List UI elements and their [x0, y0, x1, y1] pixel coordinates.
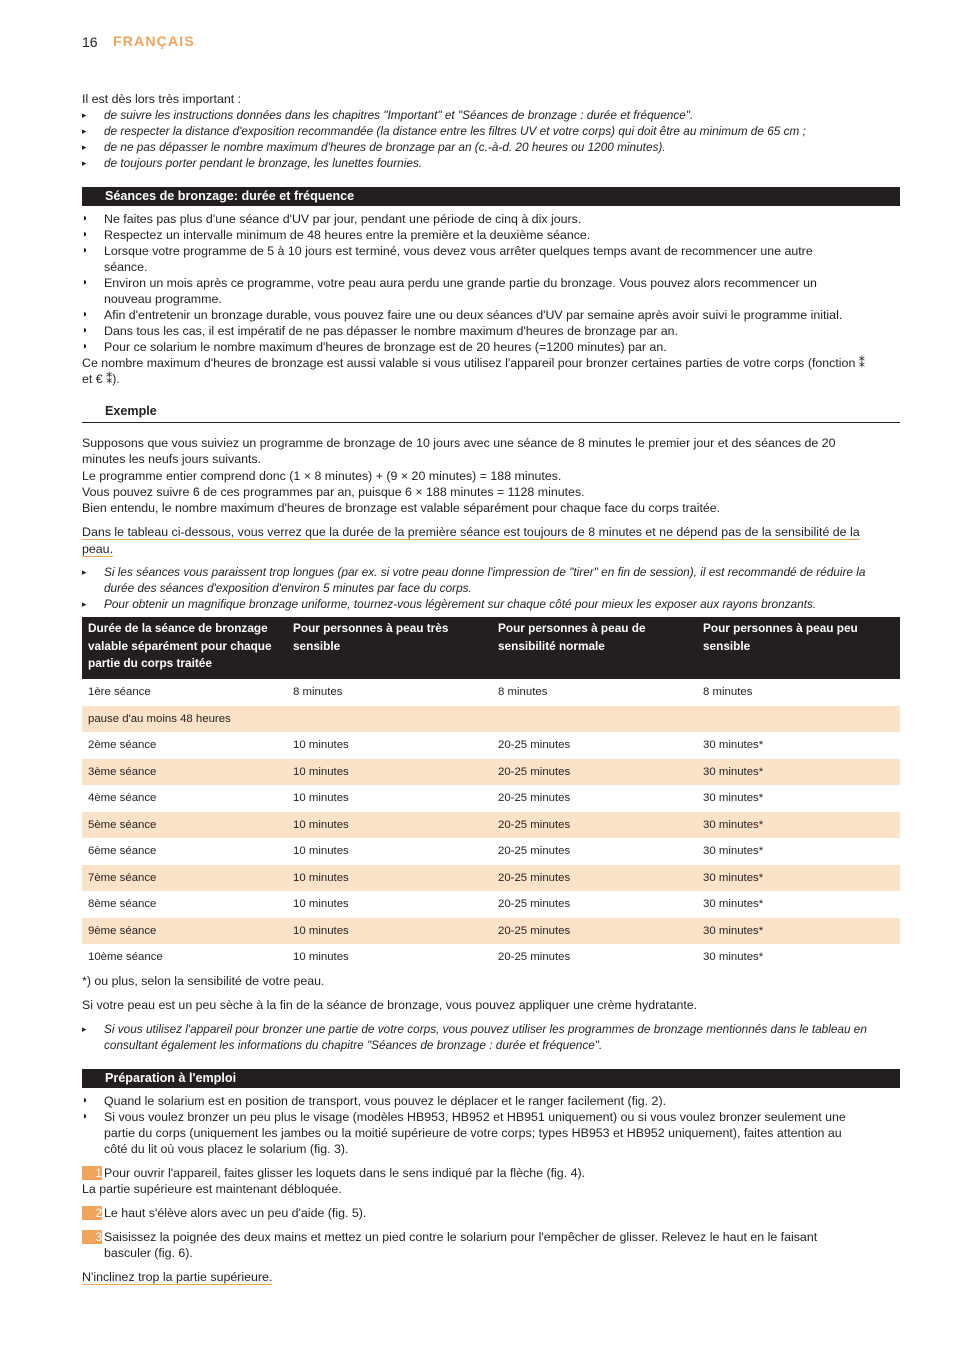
- table-cell: 20-25 minutes: [498, 898, 571, 910]
- step-number-badge: 3: [82, 1230, 102, 1244]
- list-item: Pour ce solarium le nombre maximum d'heures de bronzage est de 20 heures (=1200 minutes) par an.: [104, 340, 667, 354]
- table-cell: 10 minutes: [293, 792, 349, 804]
- table-cell: 30 minutes*: [697, 918, 900, 945]
- language-heading: FRANÇAIS: [113, 33, 195, 49]
- table-cell: 5ème séance: [82, 812, 287, 839]
- table-cell: 20-25 minutes: [498, 792, 571, 804]
- triangle-bullet-icon: ▸: [82, 142, 87, 152]
- table-cell: 1ère séance: [88, 686, 151, 698]
- table-row: [82, 732, 900, 759]
- page-number: 16: [82, 34, 98, 50]
- paragraph: Bien entendu, le nombre maximum d'heures de bronzage est valable séparément pour chaque face du corps traitée.: [82, 501, 721, 515]
- bullet-icon: ◗: [82, 245, 89, 256]
- table-row: [82, 865, 900, 892]
- list-item: Lorsque votre programme de 5 à 10 jours est terminé, vous devez vous arrêter quelques temps avant de recommencer une autre: [104, 244, 813, 258]
- table-cell: 30 minutes*: [703, 898, 764, 910]
- step-text: Le haut s'élève alors avec un peu d'aide (fig. 5).: [104, 1206, 367, 1220]
- tip: Pour obtenir un magnifique bronzage uniforme, tournez-vous légèrement sur chaque côté pour mieux les exposer aux rayons bronzants.: [104, 597, 817, 611]
- step-text: Pour ouvrir l'appareil, faites glisser les loquets dans le sens indiqué par la flèche (fig. 4).: [104, 1166, 586, 1180]
- table-cell: 30 minutes*: [703, 792, 764, 804]
- list-item-cont: côté du lit où vous placez le solarium (fig. 3).: [104, 1142, 349, 1156]
- triangle-bullet-icon: ▸: [82, 110, 87, 120]
- paragraph: Vous pouvez suivre 6 de ces programmes par an, puisque 6 × 188 minutes = 1128 minutes.: [82, 485, 585, 499]
- list-item: Respectez un intervalle minimum de 48 heures entre la première et la deuxième séance.: [104, 228, 591, 242]
- table-cell: 30 minutes*: [697, 812, 900, 839]
- table-cell: 10 minutes: [287, 759, 492, 786]
- table-header: Pour personnes à peau peu sensible: [697, 617, 900, 679]
- bullet-icon: ◗: [82, 1095, 89, 1106]
- list-item: Afin d'entretenir un bronzage durable, vous pouvez faire une ou deux séances d'UV par semaine après avoir suivi le programme initial.: [104, 308, 843, 322]
- table-cell: 4ème séance: [88, 792, 157, 804]
- triangle-bullet-icon: ▸: [82, 567, 87, 577]
- table-cell: 6ème séance: [88, 845, 157, 857]
- table-cell: 2ème séance: [88, 739, 157, 751]
- table-cell: 20-25 minutes: [492, 918, 697, 945]
- table-row: [82, 785, 900, 812]
- table-cell: 30 minutes*: [703, 845, 764, 857]
- section-heading-preparation: Préparation à l'emploi: [82, 1069, 900, 1088]
- list-item: Dans tous les cas, il est impératif de ne pas dépasser le nombre maximum d'heures de bronzage par an.: [104, 324, 679, 338]
- table-cell: [287, 706, 492, 733]
- table-cell: 30 minutes*: [703, 951, 764, 963]
- intro-lead: Il est dès lors très important :: [82, 92, 242, 106]
- step-note: La partie supérieure est maintenant débloquée.: [82, 1182, 342, 1196]
- table-cell: 10 minutes: [293, 739, 349, 751]
- table-cell: pause d'au moins 48 heures: [82, 706, 287, 733]
- list-item-cont: séance.: [104, 260, 148, 274]
- section-heading-bronzage: Séances de bronzage: durée et fréquence: [82, 187, 900, 206]
- list-item: Si vous voulez bronzer un peu plus le visage (modèles HB953, HB952 et HB951 uniquement) ou si vous voulez bronzer seulement une: [104, 1110, 846, 1124]
- intro-tip: de respecter la distance d'exposition recommandée (la distance entre les filtres UV et votre corps) qui doit être au minimum de 65 cm ;: [104, 124, 806, 138]
- table-row: [82, 918, 900, 945]
- step-number-badge: 2: [82, 1206, 102, 1220]
- table-cell: 20-25 minutes: [498, 951, 571, 963]
- intro-tip: de toujours porter pendant le bronzage, les lunettes fournies.: [104, 156, 423, 170]
- table-cell: 8 minutes: [293, 686, 343, 698]
- tip-cont: durée des séances d'exposition d'environ 5 minutes par face du corps.: [104, 581, 472, 595]
- table-row: [82, 812, 900, 839]
- table-cell: [492, 706, 697, 733]
- table-row: [82, 679, 900, 706]
- table-cell: 10ème séance: [88, 951, 163, 963]
- table-cell: 30 minutes*: [697, 865, 900, 892]
- table-row: [82, 838, 900, 865]
- table-row: [82, 759, 900, 786]
- tip: Si vous utilisez l'appareil pour bronzer une partie de votre corps, vous pouvez utiliser les programmes de bronzage mentionnés dans le tableau en: [104, 1022, 867, 1036]
- bullet-icon: ◗: [82, 229, 89, 240]
- list-item: Quand le solarium est en position de transport, vous pouvez le déplacer et le ranger facilement (fig. 2).: [104, 1094, 667, 1108]
- paragraph: Ce nombre maximum d'heures de bronzage est aussi valable si vous utilisez l'appareil pour bronzer certaines parties de votre corps (fonction ⁑: [82, 356, 865, 370]
- table-cell: 10 minutes: [287, 865, 492, 892]
- table-cell: 10 minutes: [287, 918, 492, 945]
- triangle-bullet-icon: ▸: [82, 599, 87, 609]
- bullet-icon: ◗: [82, 309, 89, 320]
- table-row: [82, 706, 900, 733]
- warning-note: N'inclinez trop la partie supérieure.: [82, 1270, 273, 1284]
- tip: Si les séances vous paraissent trop longues (par ex. si votre peau donne l'impression de "tirer" en fin de session), il est recommandé de réduire la: [104, 565, 866, 579]
- table-cell: 20-25 minutes: [492, 865, 697, 892]
- table-cell: 20-25 minutes: [498, 739, 571, 751]
- table-cell: 20-25 minutes: [492, 759, 697, 786]
- table-header-row: [82, 617, 900, 679]
- table-row: [82, 891, 900, 918]
- table-cell: 8 minutes: [498, 686, 548, 698]
- table-row: [82, 944, 900, 971]
- list-item-cont: partie du corps (uniquement les jambes ou la moitié supérieure de votre corps; types HB953 et HB952 uniquement), faites attention au: [104, 1126, 842, 1140]
- table-header: Durée de la séance de bronzage valable séparément pour chaque partie du corps traitée: [82, 617, 287, 679]
- table-cell: 8ème séance: [88, 898, 157, 910]
- table-header: Pour personnes à peau de sensibilité normale: [492, 617, 697, 679]
- table-cell: 20-25 minutes: [498, 845, 571, 857]
- triangle-bullet-icon: ▸: [82, 1024, 87, 1034]
- table-cell: 30 minutes*: [697, 759, 900, 786]
- table-cell: 7ème séance: [82, 865, 287, 892]
- table-cell: 10 minutes: [293, 951, 349, 963]
- highlight-note: Dans le tableau ci-dessous, vous verrez que la durée de la première séance est toujours de 8 minutes et ne dépend pas de la sensibilité de la: [82, 525, 860, 539]
- table-header: Pour personnes à peau très sensible: [287, 617, 492, 679]
- list-item: Ne faites pas plus d'une séance d'UV par jour, pendant une période de cinq à dix jours.: [104, 212, 582, 226]
- bullet-icon: ◗: [82, 325, 89, 336]
- bullet-icon: ◗: [82, 213, 89, 224]
- list-item-cont: nouveau programme.: [104, 292, 222, 306]
- session-table: [82, 617, 900, 971]
- intro-tip: de suivre les instructions données dans les chapitres "Important" et "Séances de bronzage : durée et fréquence".: [104, 108, 694, 122]
- step-text: Saisissez la poignée des deux mains et mettez un pied contre le solarium pour l'empêcher de glisser. Relevez le haut en le faisant: [104, 1230, 818, 1244]
- paragraph: et € ⁑).: [82, 372, 120, 386]
- paragraph: Le programme entier comprend donc (1 × 8 minutes) + (9 × 20 minutes) = 188 minutes.: [82, 469, 562, 483]
- table-cell: 10 minutes: [287, 812, 492, 839]
- triangle-bullet-icon: ▸: [82, 158, 87, 168]
- paragraph: Supposons que vous suiviez un programme de bronzage de 10 jours avec une séance de 8 minutes le premier jour et des séances de 20: [82, 436, 836, 450]
- step-text-cont: basculer (fig. 6).: [104, 1246, 193, 1260]
- bullet-icon: ◗: [82, 277, 89, 288]
- bullet-icon: ◗: [82, 1111, 89, 1122]
- table-cell: 30 minutes*: [703, 739, 764, 751]
- table-cell: 10 minutes: [293, 845, 349, 857]
- step-number-badge: 1: [82, 1166, 102, 1180]
- tip-cont: consultant également les informations du chapitre "Séances de bronzage : durée et fréquence".: [104, 1038, 603, 1052]
- table-cell: 8 minutes: [703, 686, 753, 698]
- footnote: *) ou plus, selon la sensibilité de votre peau.: [82, 974, 325, 988]
- intro-tip: de ne pas dépasser le nombre maximum d'heures de bronzage par an (c.-à-d. 20 heures ou 1200 minutes).: [104, 140, 666, 154]
- paragraph: Si votre peau est un peu sèche à la fin de la séance de bronzage, vous pouvez appliquer une crème hydratante.: [82, 998, 698, 1012]
- triangle-bullet-icon: ▸: [82, 126, 87, 136]
- bullet-icon: ◗: [82, 341, 89, 352]
- paragraph: minutes les neufs jours suivants.: [82, 452, 262, 466]
- subheading-exemple: Exemple: [82, 403, 900, 423]
- table-cell: 9ème séance: [82, 918, 287, 945]
- table-cell: 3ème séance: [82, 759, 287, 786]
- list-item: Environ un mois après ce programme, votre peau aura perdu une grande partie du bronzage. Vous pouvez alors recommencer un: [104, 276, 817, 290]
- highlight-note: peau.: [82, 542, 114, 556]
- table-cell: 10 minutes: [293, 898, 349, 910]
- table-cell: [697, 706, 900, 733]
- table-cell: 20-25 minutes: [492, 812, 697, 839]
